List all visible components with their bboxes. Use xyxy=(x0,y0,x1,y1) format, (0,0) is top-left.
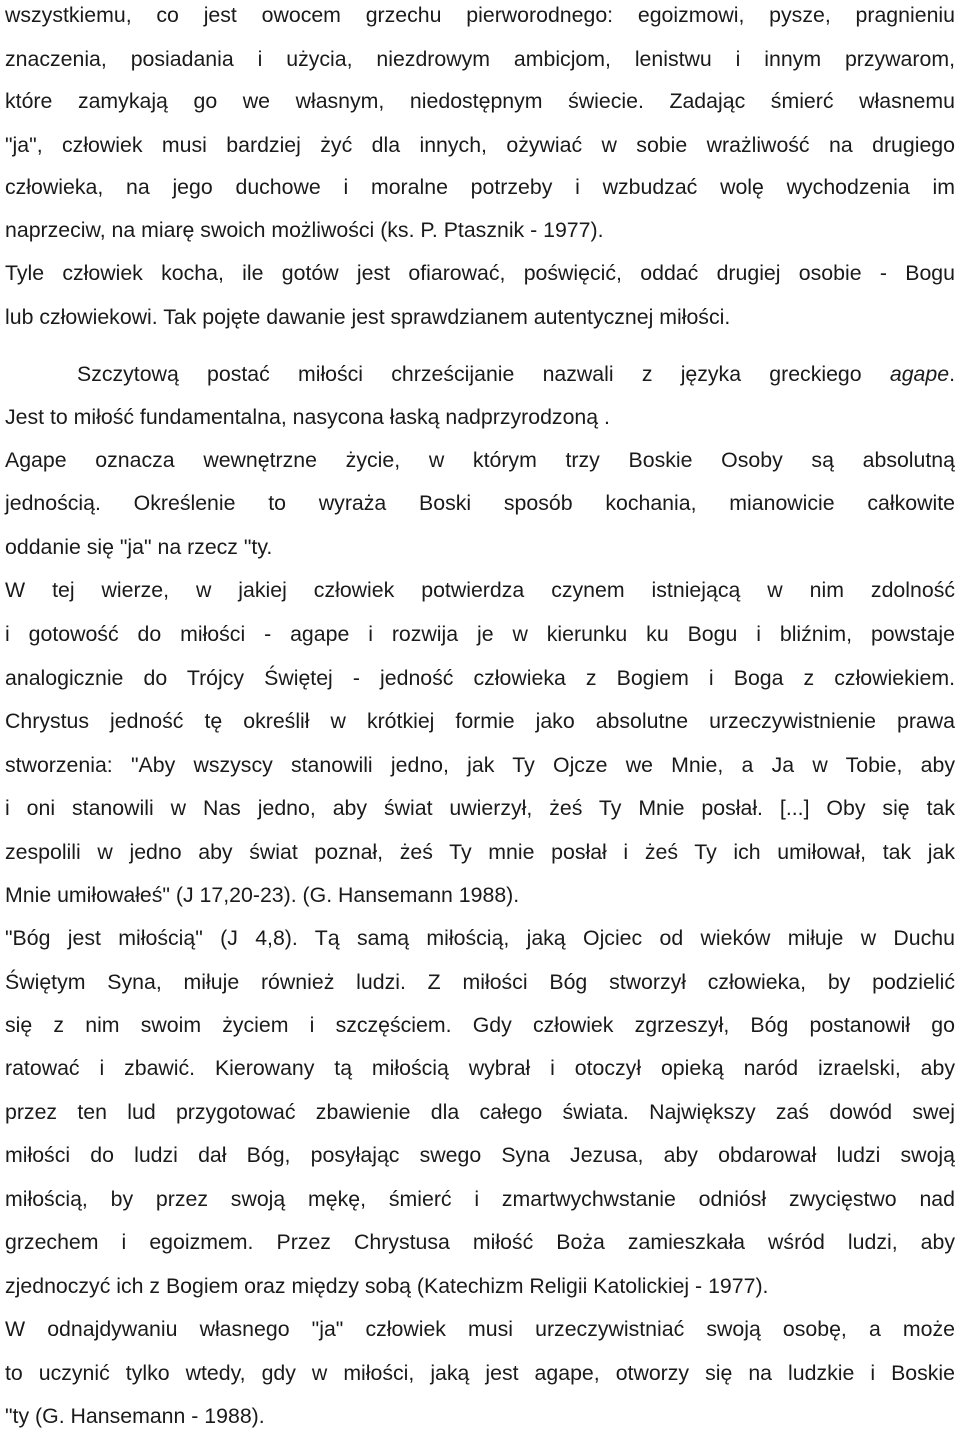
line-text: i gotowość do miłości - agape i rozwija je w kierunku ku Bogu i bliźnim, powstaje xyxy=(5,622,955,646)
text-line xyxy=(5,967,955,997)
text-line xyxy=(5,215,955,245)
line-text: W odnajdywaniu własnego "ja" człowiek musi urzeczywistniać swoją osobę, a może xyxy=(5,1317,955,1341)
text-line xyxy=(5,750,955,780)
line-text: wszystkiemu, co jest owocem grzechu pierworodnego: egoizmowi, pysze, pragnieniu xyxy=(5,3,955,27)
text-line xyxy=(5,619,955,649)
line-text: Jest to miłość fundamentalna, nasycona łaską nadprzyrodzoną . xyxy=(5,405,610,429)
text-line xyxy=(5,793,955,823)
line-text: które zamykają go we własnym, niedostępnym świecie. Zadając śmierć własnemu xyxy=(5,89,955,113)
line-text: "ja", człowiek musi bardziej żyć dla innych, ożywiać w sobie wrażliwość na drugiego xyxy=(5,133,955,157)
line-text: "ty (G. Hansemann - 1988). xyxy=(5,1404,265,1428)
line-text: Mnie umiłowałeś" (J 17,20-23). (G. Hansemann 1988). xyxy=(5,883,520,907)
line-text: "Bóg jest miłością" (J 4,8). Tą samą miłością, jaką Ojciec od wieków miłuje w Duchu xyxy=(5,926,955,950)
line-text: zjednoczyć ich z Bogiem oraz między sobą (Katechizm Religii Katolickiej - 1977). xyxy=(5,1274,769,1298)
text-line xyxy=(5,359,955,389)
line-text: W tej wierze, w jakiej człowiek potwierdza czynem istniejącą w nim zdolność xyxy=(5,578,955,602)
line-text: Szczytową postać miłości chrześcijanie nazwali z języka greckiego xyxy=(77,362,890,386)
text-line xyxy=(5,1271,955,1301)
line-text: i oni stanowili w Nas jedno, aby świat uwierzył, żeś Ty Mnie posłał. [...] Oby się tak xyxy=(5,796,955,820)
line-text: Świętym Syna, miłuje również ludzi. Z miłości Bóg stworzył człowieka, by podzielić xyxy=(5,970,955,994)
line-text: jednością. Określenie to wyraża Boski sposób kochania, mianowicie całkowite xyxy=(5,491,955,515)
line-text: naprzeciw, na miarę swoich możliwości (ks. P. Ptasznik - 1977). xyxy=(5,218,604,242)
text-line xyxy=(5,532,955,562)
text-line xyxy=(5,86,955,116)
text-line xyxy=(5,1227,955,1257)
text-line xyxy=(5,172,955,202)
line-text: Chrystus jedność tę określił w krótkiej formie jako absolutne urzeczywistnienie prawa xyxy=(5,709,955,733)
text-line xyxy=(5,706,955,736)
line-tail: . xyxy=(949,362,955,386)
line-text: grzechem i egoizmem. Przez Chrystusa miłość Boża zamieszkała wśród ludzi, aby xyxy=(5,1230,955,1254)
line-text: ratować i zbawić. Kierowany tą miłością wybrał i otoczył opieką naród izraelski, aby xyxy=(5,1056,955,1080)
text-line xyxy=(5,258,955,288)
line-text: oddanie się "ja" na rzecz "ty. xyxy=(5,535,273,559)
text-line xyxy=(5,302,955,332)
line-text: analogicznie do Trójcy Świętej - jedność człowieka z Bogiem i Boga z człowiekiem. xyxy=(5,666,955,690)
text-line xyxy=(5,1053,955,1083)
text-line xyxy=(5,445,955,475)
text-line xyxy=(5,1401,955,1431)
text-line xyxy=(5,1358,955,1388)
text-line xyxy=(5,0,955,30)
text-line xyxy=(5,1140,955,1170)
line-text: miłości do ludzi dał Bóg, posyłając swego Syna Jezusa, aby obdarował ludzi swoją xyxy=(5,1143,955,1167)
line-text: znaczenia, posiadania i użycia, niezdrowym ambicjom, lenistwu i innym przywarom, xyxy=(5,47,955,71)
text-line xyxy=(5,488,955,518)
text-line xyxy=(5,130,955,160)
text-line xyxy=(5,663,955,693)
line-text: to uczynić tylko wtedy, gdy w miłości, jaką jest agape, otworzy się na ludzkie i Boskie xyxy=(5,1361,955,1385)
text-line xyxy=(5,402,955,432)
line-text: zespolili w jedno aby świat poznał, żeś Ty mnie posłał i żeś Ty ich umiłował, tak jak xyxy=(5,840,955,864)
line-text: Tyle człowiek kocha, ile gotów jest ofiarować, poświęcić, oddać drugiej osobie - Bogu xyxy=(5,261,955,285)
text-line xyxy=(5,837,955,867)
italic-term: agape xyxy=(889,362,950,386)
text-line xyxy=(5,575,955,605)
line-text: się z nim swoim życiem i szczęściem. Gdy człowiek zgrzeszył, Bóg postanowił go xyxy=(5,1013,955,1037)
line-text: stworzenia: "Aby wszyscy stanowili jedno, jak Ty Ojcze we Mnie, a Ja w Tobie, aby xyxy=(5,753,955,777)
text-line xyxy=(5,923,955,953)
text-line xyxy=(5,1314,955,1344)
text-line xyxy=(5,1184,955,1214)
text-line xyxy=(5,44,955,74)
text-line xyxy=(5,1097,955,1127)
line-text: miłością, by przez swoją mękę, śmierć i zmartwychwstanie odniósł zwycięstwo nad xyxy=(5,1187,955,1211)
line-text: lub człowiekowi. Tak pojęte dawanie jest sprawdzianem autentycznej miłości. xyxy=(5,305,731,329)
text-line xyxy=(5,1010,955,1040)
text-line xyxy=(5,880,955,910)
line-text: Agape oznacza wewnętrzne życie, w którym trzy Boskie Osoby są absolutną xyxy=(5,448,955,472)
line-text: człowieka, na jego duchowe i moralne potrzeby i wzbudzać wolę wychodzenia im xyxy=(5,175,955,199)
line-text: przez ten lud przygotować zbawienie dla całego świata. Największy zaś dowód swej xyxy=(5,1100,955,1124)
